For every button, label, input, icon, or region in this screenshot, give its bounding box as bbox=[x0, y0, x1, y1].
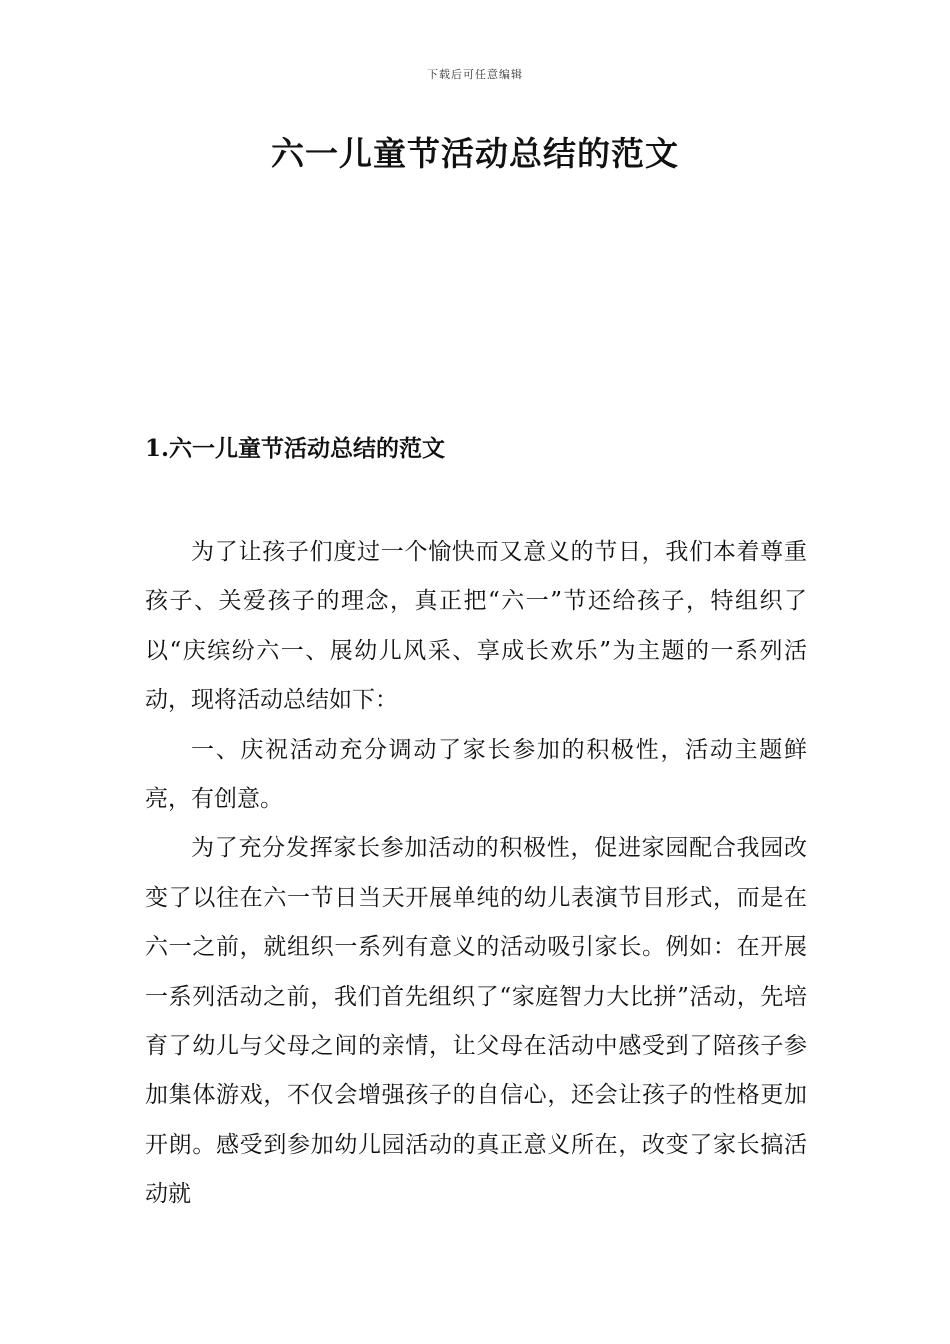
paragraph-details: 为了充分发挥家长参加活动的积极性，促进家园配合我园改变了以往在六一节日当天开展单纯的幼儿表演节目形式，而是在六一之前，就组织一系列有意义的活动吸引家长。例如：在开展一系列活动之前，我们首先组织了“家庭智力大比拼”活动，先培育了幼儿与父母之间的亲情，让父母在活动中感受到了陪孩子参加集体游戏，不仅会增强孩子的自信心，还会让孩子的性格更加开朗。感受到参加幼儿园活动的真正意义所在，改变了家长搞活动就 bbox=[145, 835, 807, 1208]
document-body bbox=[145, 528, 807, 1220]
section-heading: 1.六一儿童节活动总结的范文 bbox=[145, 435, 446, 462]
header-note: 下载后可任意编辑 bbox=[427, 68, 523, 81]
paragraph-point-one: 一、庆祝活动充分调动了家长参加的积极性，活动主题鲜亮，有创意。 bbox=[145, 736, 807, 813]
document-title: 六一儿童节活动总结的范文 bbox=[271, 134, 679, 173]
paragraph-intro: 为了让孩子们度过一个愉快而又意义的节日，我们本着尊重孩子、关爱孩子的理念，真正把“六一”节还给孩子，特组织了以“庆缤纷六一、展幼儿风采、享成长欢乐”为主题的一系列活动，现将活动总结如下： bbox=[145, 539, 807, 714]
